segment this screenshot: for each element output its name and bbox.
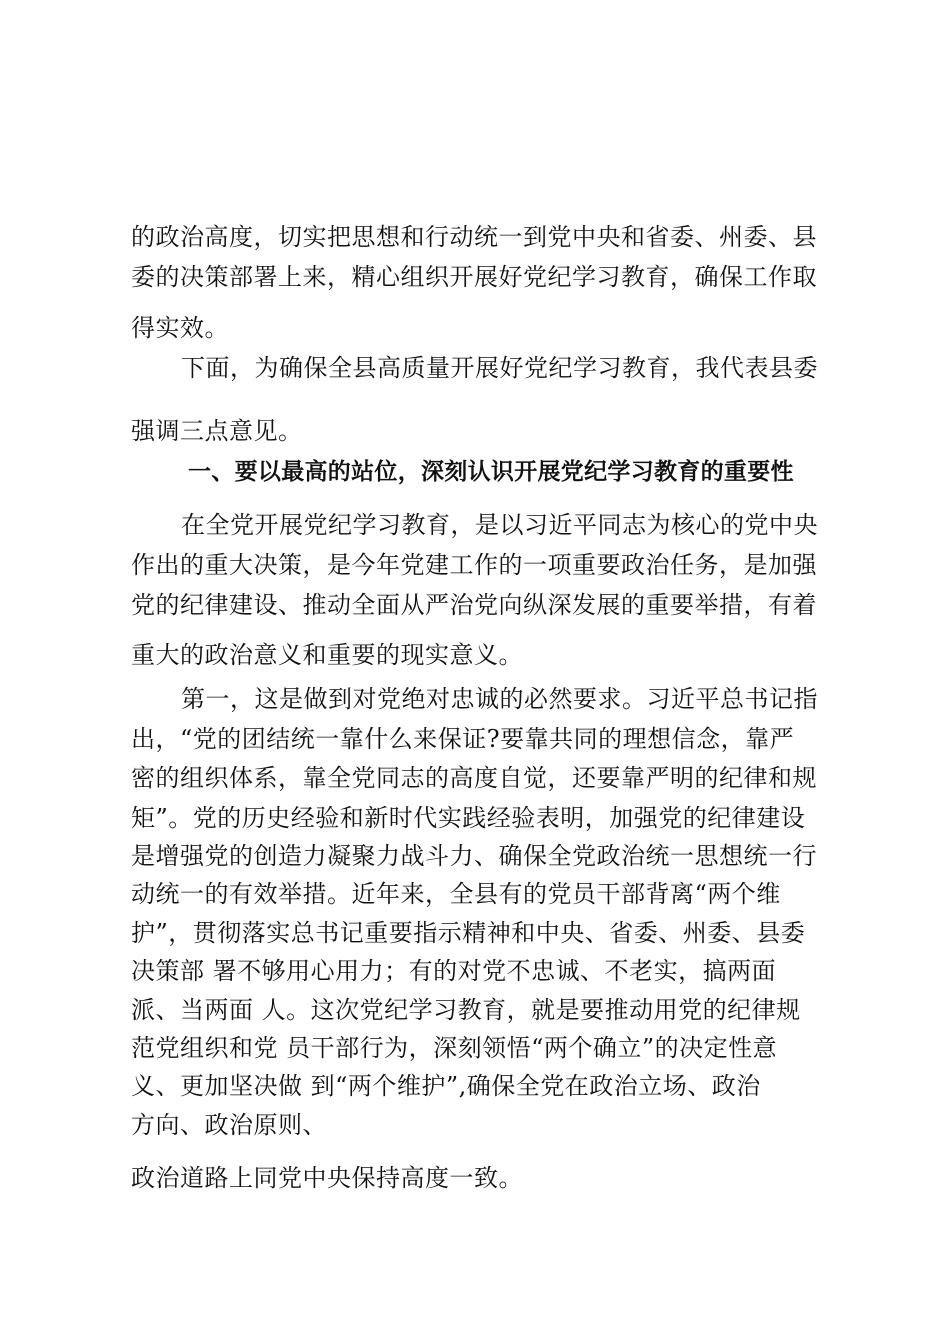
text-line: 作出的重大决策，是今年党建工作的一项重要政治任务，是加强 (131, 551, 817, 579)
text-line: 义、更加坚决做 到“两个维护”,确保全党在政治立场、政治 (131, 1072, 761, 1100)
text-line: 党的纪律建设、推动全面从严治党向纵深发展的重要举措，有着 (131, 591, 817, 619)
text-line: 动统一的有效举措。近年来，全县有的党员干部背离“两个维 (131, 880, 781, 908)
text-line: 出，“党的团结统一靠什么来保证?要靠共同的理想信念，靠严 (131, 725, 795, 753)
text-line: 的政治高度，切实把思想和行动统一到党中央和省委、州委、县 (131, 223, 817, 251)
text-line: 得实效。 (131, 314, 229, 342)
text-line: 派、当两面 人。这次党纪学习教育，就是要推动用党的纪律规 (131, 996, 801, 1024)
text-line: 矩”。党的历史经验和新时代实践经验表明，加强党的纪律建设 (131, 804, 806, 832)
text-line: 护”，贯彻落实总书记重要指示精神和中央、省委、州委、县委 (131, 919, 806, 947)
text-line: 方向、政治原则、 (131, 1111, 327, 1139)
text-line: 决策部 署不够用心用力；有的对党不忠诚、不老实，搞两面 (131, 957, 777, 985)
text-line: 强调三点意见。 (131, 417, 303, 445)
text-line: 重大的政治意义和重要的现实意义。 (131, 641, 523, 669)
text-line: 在全党开展党纪学习教育，是以习近平同志为核心的党中央 (181, 511, 818, 539)
section-heading: 一、要以最高的站位，深刻认识开展党纪学习教育的重要性 (188, 459, 794, 485)
text-line: 委的决策部署上来，精心组织开展好党纪学习教育，确保工作取 (131, 263, 817, 291)
text-line: 第一，这是做到对党绝对忠诚的必然要求。习近平总书记指 (181, 685, 818, 713)
text-line: 范党组织和党 员干部行为，深刻领悟“两个确立”的决定性意 (131, 1034, 778, 1062)
text-line: 政治道路上同党中央保持高度一致。 (131, 1164, 523, 1192)
text-line: 密的组织体系，靠全党同志的高度自觉，还要靠严明的纪律和规 (131, 764, 817, 792)
text-line: 下面，为确保全县高质量开展好党纪学习教育，我代表县委 (181, 354, 818, 382)
text-line: 是增强党的创造力凝聚力战斗力、确保全党政治统一思想统一行 (131, 842, 817, 870)
